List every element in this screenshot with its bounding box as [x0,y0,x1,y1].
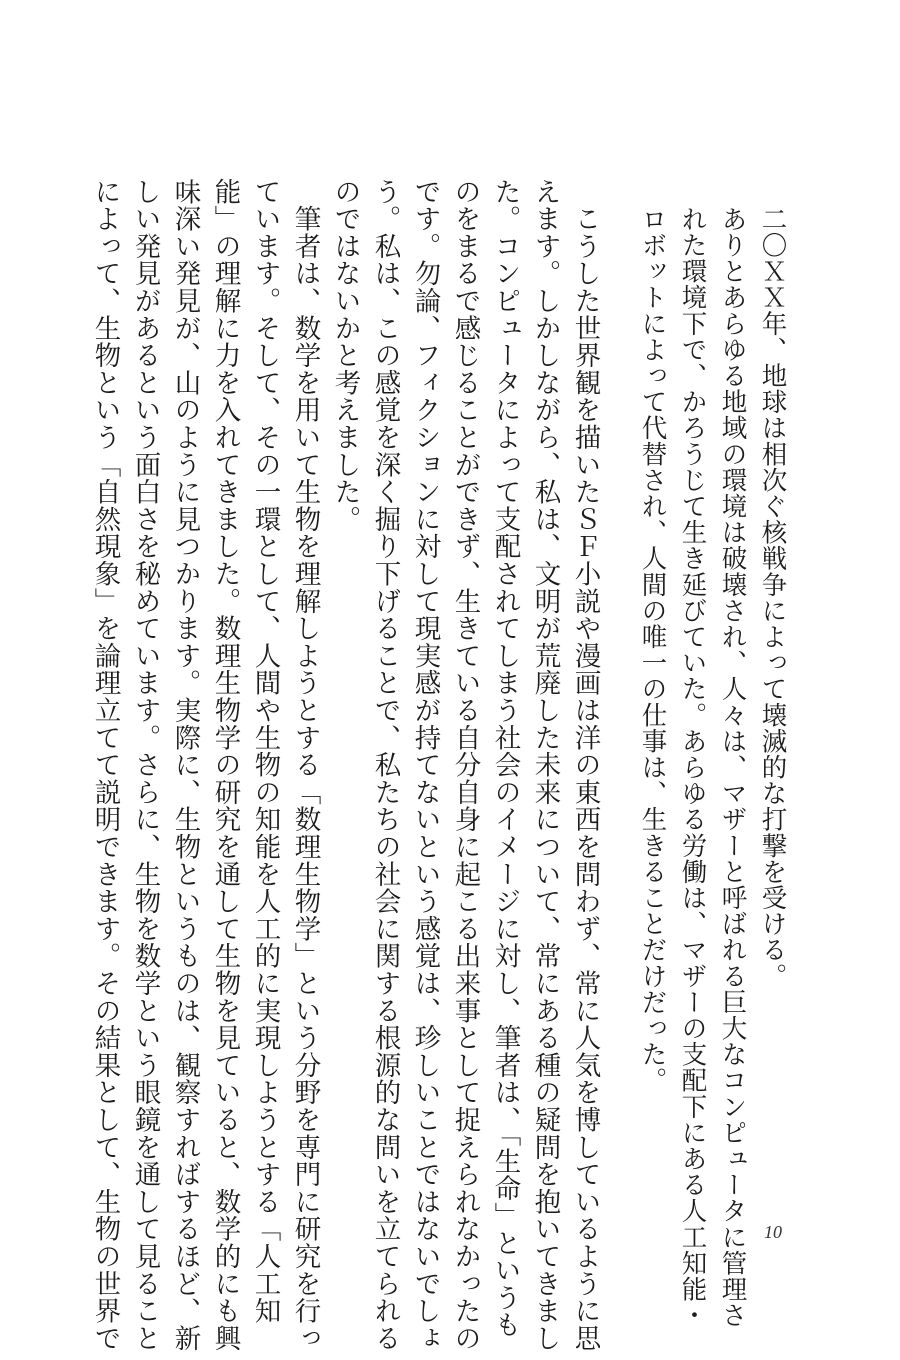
body-line-5: です。勿論、フィクションに対して現実感が持てないという感覚は、珍しいことではないでしょ [409,178,441,1352]
body-line-3: た。コンピュータによって支配されてしまう社会のイメージに対し、筆者は、「生命」というも [489,178,521,1339]
page-number: 10 [764,1222,782,1242]
body-line-9: ています。そして、その一環として、人間や生物の知能を人工的に実現しようとする「人工知 [249,178,281,1325]
body-line-12: しい発見があるという面白さを秘めています。さらに、生物を数学という眼鏡を通して見ること [129,178,161,1352]
body-line-1: こうした世界観を描いたＳＦ小説や漫画は洋の東西を問わず、常に人気を博しているように思 [569,178,601,1352]
prologue-line-2: ありとあらゆる地域の環境は破壊され、人々は、マザーと呼ばれる巨大なコンピュータに管理さ [717,206,748,1329]
body-line-8: 筆者は、数学を用いて生物を理解しようとする「数理生物学」という分野を専門に研究を行っ [289,178,321,1352]
body-line-4: のをまるで感じることができず、生きている自分自身に起こる出来事として捉えられなかったの [449,178,481,1352]
prologue-line-4: ロボットによって代替され、人間の唯一の仕事は、生きることだけだった。 [637,206,668,1094]
body-line-2: えます。しかしながら、私は、文明が荒廃した未来について、常にある種の疑問を抱いてきまし [529,178,561,1352]
body-line-13: によって、生物という「自然現象」を論理立てて説明できます。その結果として、生物の世界で [89,178,121,1352]
body-line-10: 能」の理解に力を入れてきました。数理生物学の研究を通して生物を見ていると、数学的にも興 [209,178,241,1352]
prologue-line-1: 二〇ＸＸ年、地球は相次ぐ核戦争によって壊滅的な打撃を受ける。 [757,206,788,989]
body-line-6: う。私は、この感覚を深く掘り下げることで、私たちの社会に関する根源的な問いを立てられる [369,178,401,1352]
prologue-line-3: れた環境下で、かろうじて生き延びていた。あらゆる労働は、マザーの支配下にある人工知能・ [677,206,708,1329]
body-line-11: 味深い発見が、山のように見つかります。実際に、生物というものは、観察すればするほど、新 [169,178,201,1352]
body-line-7: のではないかと考えました。 [329,178,361,533]
